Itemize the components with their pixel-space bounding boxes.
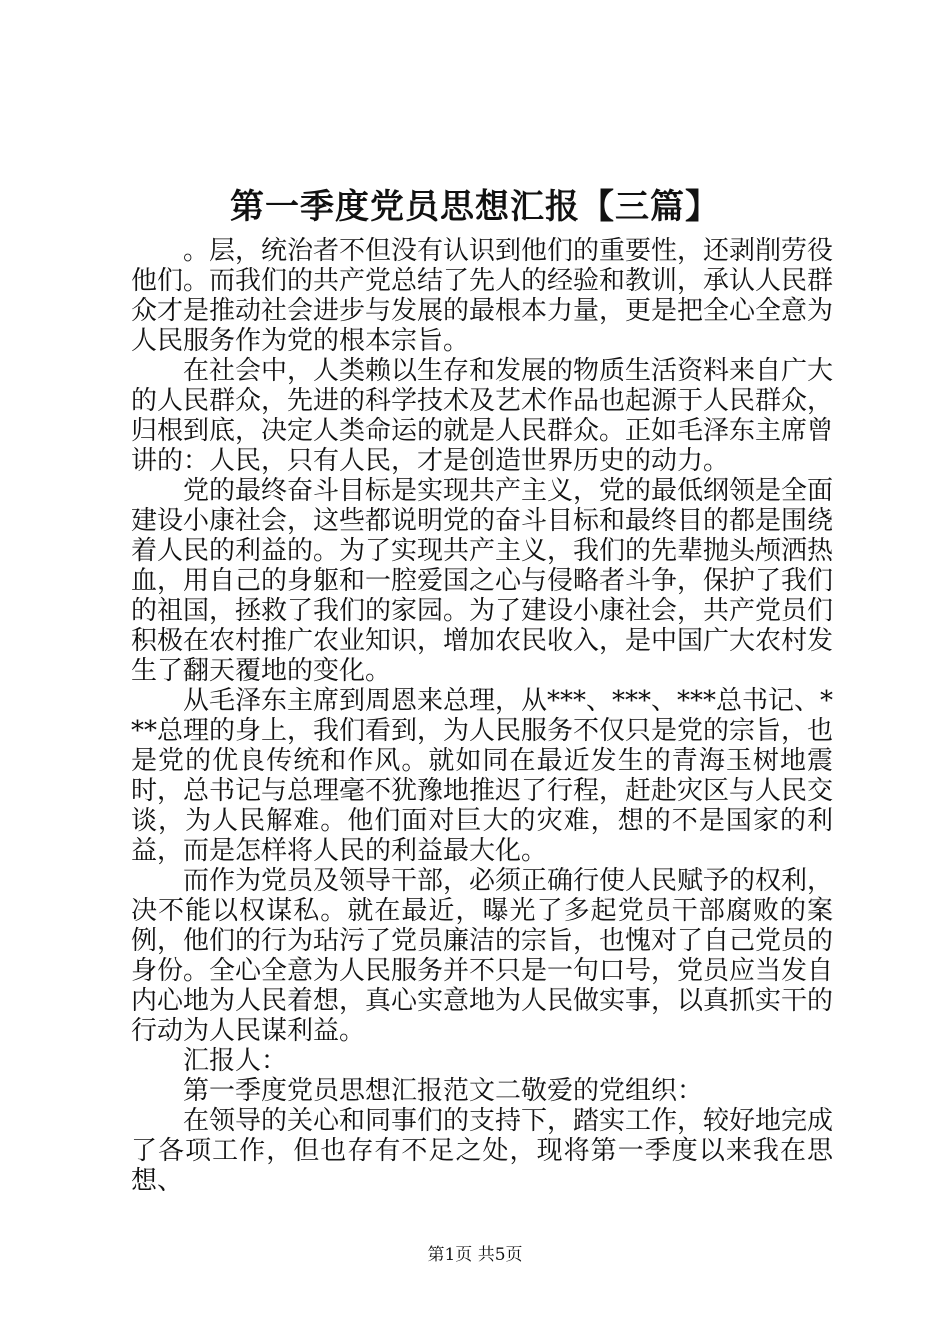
paragraph: 而作为党员及领导干部，必须正确行使人民赋予的权利，决不能以权谋私。就在最近，曝光了多起党员干部腐败的案例，他们的行为玷污了党员廉洁的宗旨，也愧对了自己党员的身份。全心全意为人民服务并不只是一句口号，党员应当发自内心地为人民着想，真心实意地为人民做实事，以真抓实干的行动为人民谋利益。 (131, 866, 834, 1046)
reporter-label: 汇报人： (183, 1046, 288, 1076)
paragraph: 从毛泽东主席到周恩来总理，从***、***、***总书记、***总理的身上，我们看到，为人民服务不仅只是党的宗旨，也是党的优良传统和作风。就如同在最近发生的青海玉树地震时，总书记与总理毫不犹豫地推迟了行程，赶赴灾区与人民交谈，为人民解难。他们面对巨大的灾难，想的不是国家的利益，而是怎样将人民的利益最大化。 (131, 686, 834, 866)
page-number-footer: 第1页 共5页 (427, 1245, 523, 1265)
document-body (131, 236, 833, 1196)
paragraph: 。层，统治者不但没有认识到他们的重要性，还剥削劳役他们。而我们的共产党总结了先人的经验和教训，承认人民群众才是推动社会进步与发展的最根本力量，更是把全心全意为人民服务作为党的根本宗旨。 (131, 236, 834, 356)
document-title: 第一季度党员思想汇报【三篇】 (230, 187, 720, 227)
paragraph: 在社会中，人类赖以生存和发展的物质生活资料来自广大的人民群众，先进的科学技术及艺术作品也起源于人民群众，归根到底，决定人类命运的就是人民群众。正如毛泽东主席曾讲的：人民，只有人民，才是创造世界历史的动力。 (131, 356, 834, 476)
paragraph: 党的最终奋斗目标是实现共产主义，党的最低纲领是全面建设小康社会，这些都说明党的奋斗目标和最终目的都是围绕着人民的利益的。为了实现共产主义，我们的先辈抛头颅洒热血，用自己的身躯和一腔爱国之心与侵略者斗争，保护了我们的祖国，拯救了我们的家园。为了建设小康社会，共产党员们积极在农村推广农业知识，增加农民收入，是中国广大农村发生了翻天覆地的变化。 (131, 476, 834, 686)
section-heading: 第一季度党员思想汇报范文二敬爱的党组织： (183, 1076, 704, 1106)
paragraph: 在领导的关心和同事们的支持下，踏实工作，较好地完成了各项工作，但也存有不足之处，现将第一季度以来我在思想、 (131, 1106, 834, 1196)
